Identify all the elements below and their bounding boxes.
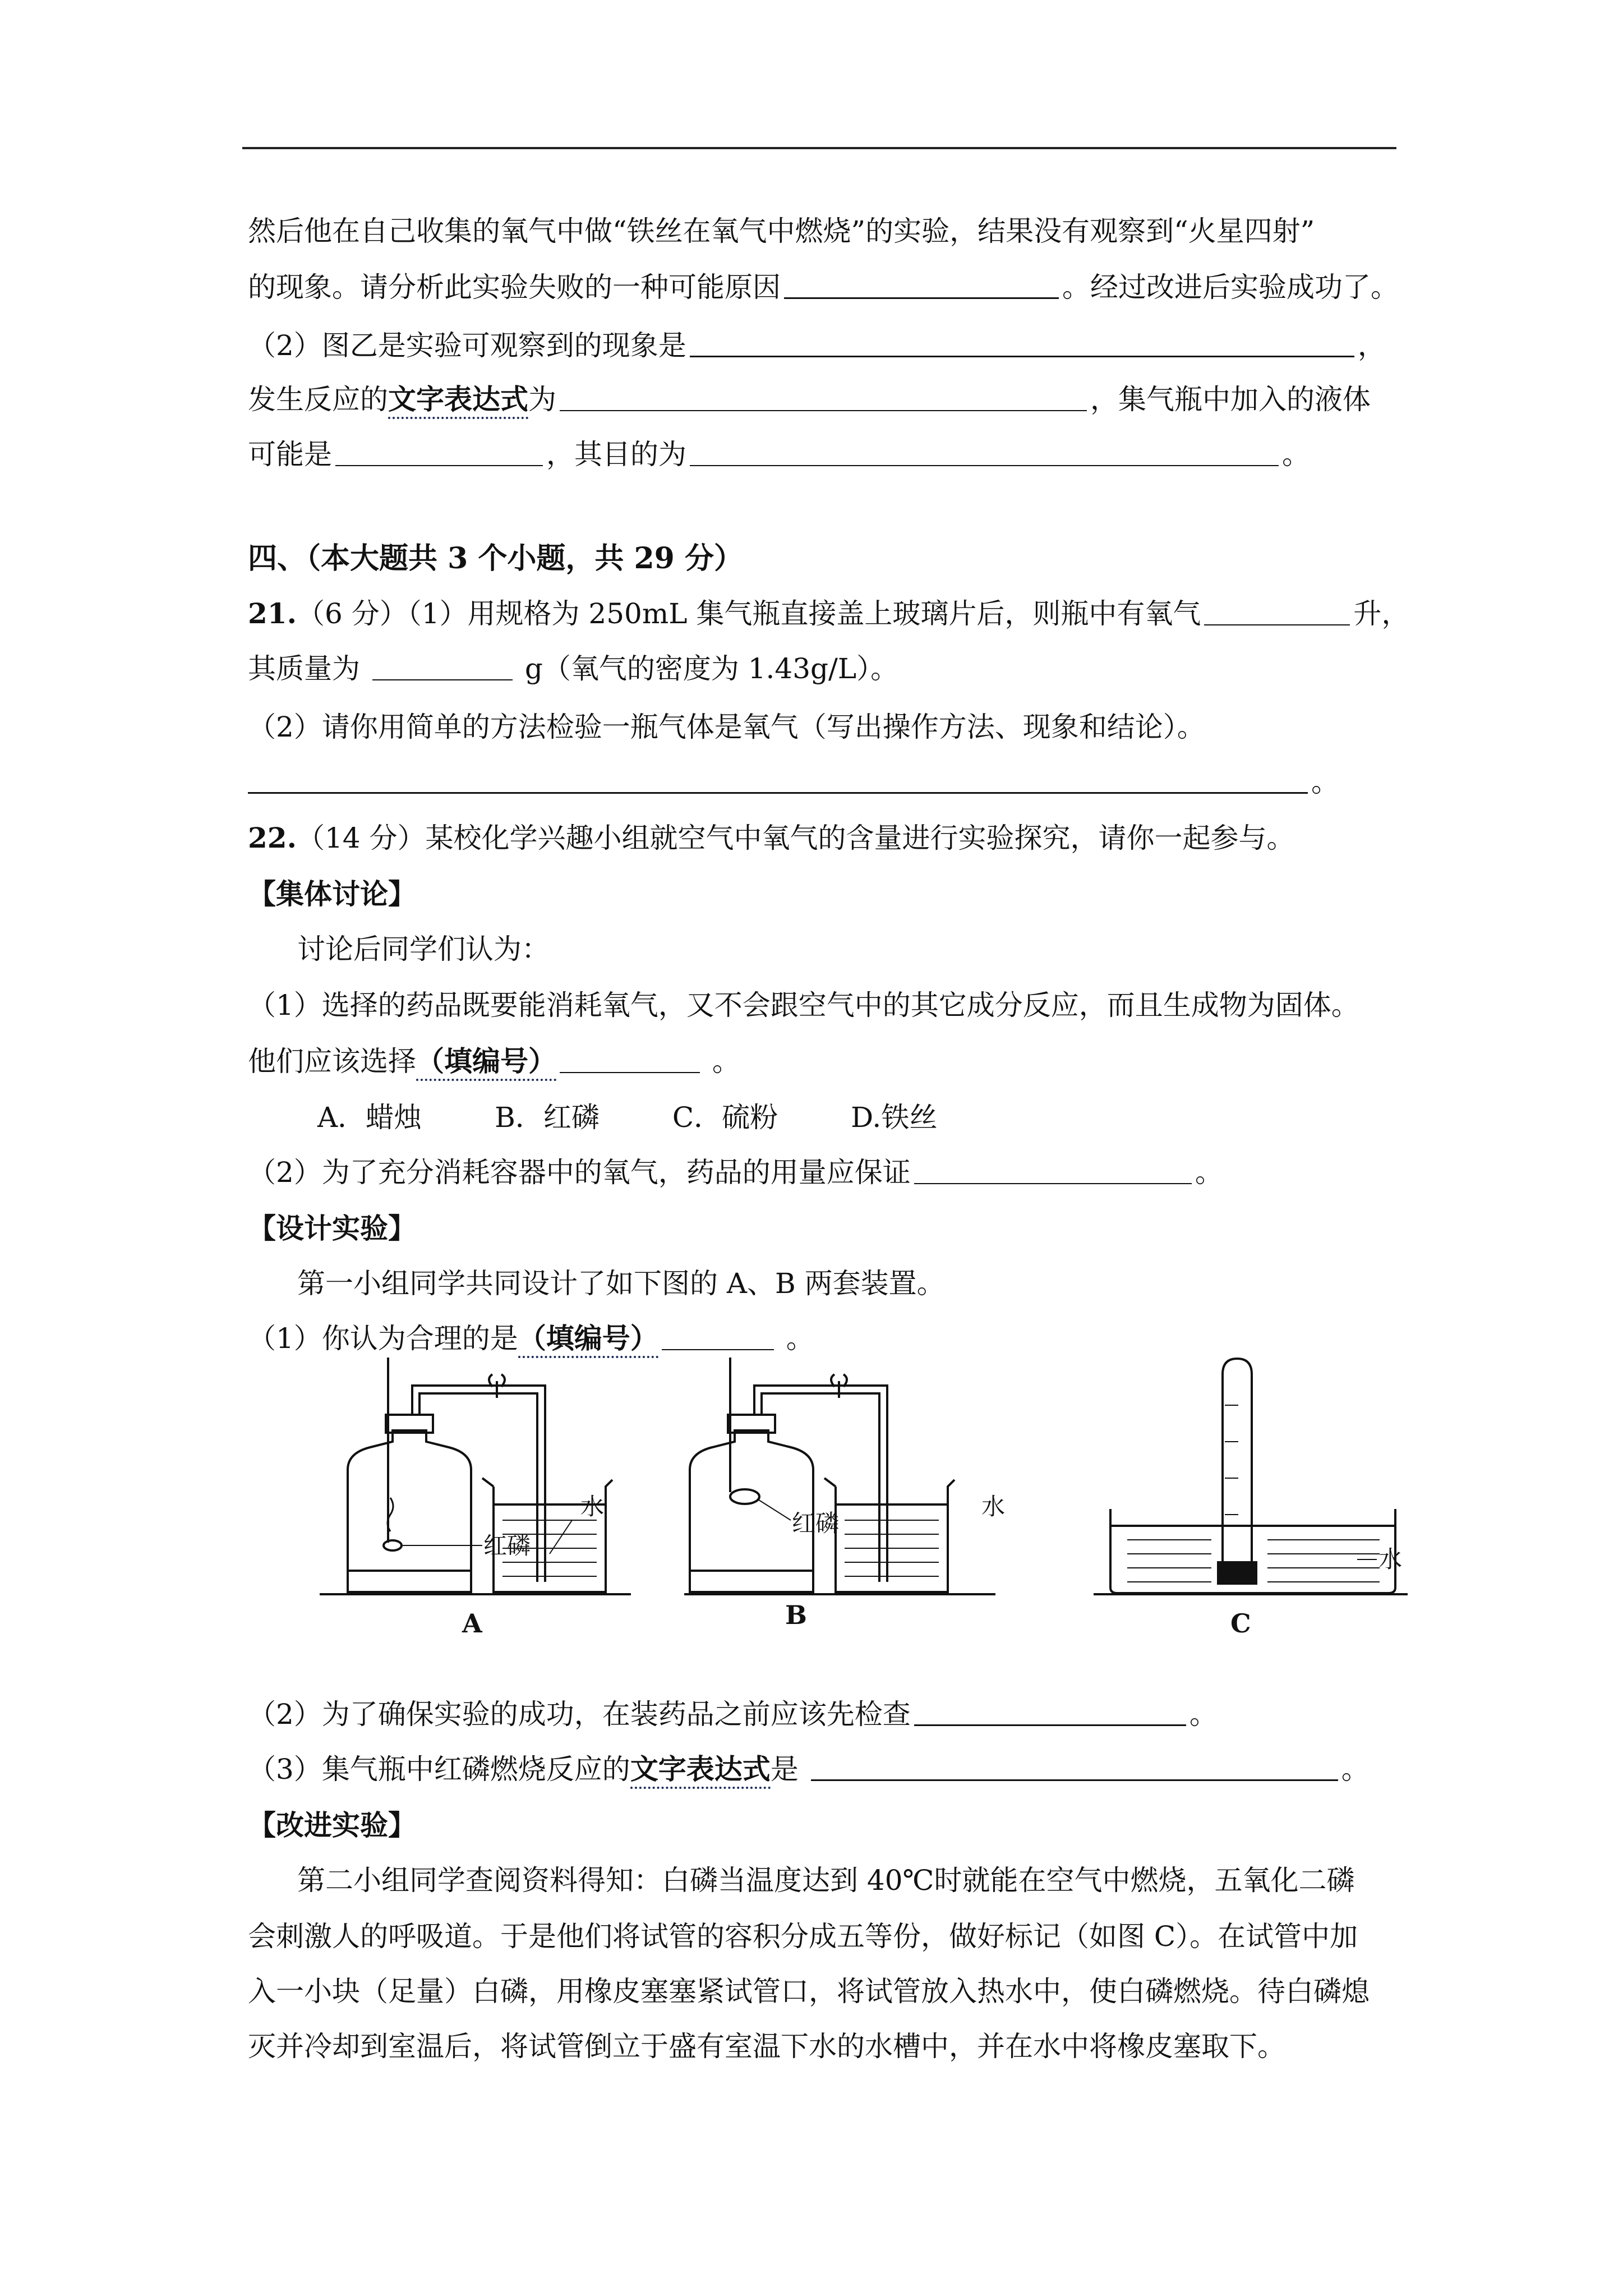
jar-a — [348, 1430, 471, 1592]
heading-design-experiment: 【设计实验】 — [248, 1212, 416, 1245]
answer-blank-oxygen-mass[interactable] — [372, 652, 513, 680]
beaker-b — [824, 1478, 955, 1592]
phosphorus-b — [730, 1489, 759, 1504]
label-water-c: 水 — [1378, 1545, 1403, 1573]
apparatus-diagram — [314, 1352, 1413, 1644]
test-tube-c — [1223, 1359, 1252, 1562]
answer-blank-amount[interactable] — [914, 1156, 1192, 1184]
answer-blank-oxygen-test[interactable] — [248, 765, 1308, 794]
q20-line-4: 发生反应的文字表达式为 ，集气瓶中加入的液体 — [248, 379, 1371, 420]
option-b[interactable]: B．红磷 — [495, 1101, 600, 1134]
answer-blank-reasonable-setup[interactable] — [662, 1322, 774, 1350]
answer-blank-oxygen-volume[interactable] — [1204, 597, 1350, 625]
answer-blank-purpose[interactable] — [690, 438, 1279, 466]
label-water-b: 水 — [981, 1493, 1006, 1520]
section-title: 四、（本大题共 3 个小题，共 29 分） — [248, 541, 743, 576]
q22-item-1: （1）选择的药品既要能消耗氧气，又不会跟空气中的其它成分反应，而且生成物为固体。 — [248, 989, 1359, 1022]
option-d[interactable]: D.铁丝 — [851, 1101, 938, 1134]
q22-item-2: （2）为了充分消耗容器中的氧气，药品的用量应保证 。 — [248, 1156, 1223, 1189]
option-a[interactable]: A．蜡烛 — [317, 1101, 422, 1134]
answer-blank-phosphorus-equation[interactable] — [811, 1752, 1338, 1781]
answer-blank-liquid[interactable] — [335, 438, 543, 466]
q22-design-1: （1）你认为合理的是（填编号） 。 — [248, 1318, 814, 1359]
header-rule — [242, 147, 1396, 149]
q21-line-3: （2）请你用简单的方法检验一瓶气体是氧气（写出操作方法、现象和结论）。 — [248, 711, 1205, 743]
label-line-b — [757, 1499, 791, 1520]
label-phosphorus-b: 红磷 — [792, 1510, 840, 1537]
caption-a: A — [462, 1608, 482, 1639]
answer-blank-phenomenon[interactable] — [690, 329, 1354, 357]
label-phosphorus-a: 红磷 — [483, 1532, 531, 1559]
q20-line-3: （2）图乙是实验可观察到的现象是 ， — [248, 329, 1386, 362]
q22-design: 第一小组同学共同设计了如下图的 A、B 两套装置。 — [297, 1267, 945, 1300]
q22-improve-1: 第二小组同学查阅资料得知：白磷当温度达到 40℃时就能在空气中燃烧，五氧化二磷 — [297, 1864, 1355, 1897]
q22-improve-4: 灭并冷却到室温后，将试管倒立于盛有室温下水的水槽中，并在水中将橡皮塞取下。 — [248, 2030, 1285, 2063]
answer-blank-check[interactable] — [914, 1697, 1186, 1726]
q21-line-2: 其质量为 g（氧气的密度为 1.43g/L）。 — [248, 652, 899, 685]
caption-b: B — [785, 1600, 807, 1630]
heading-collective-discussion: 【集体讨论】 — [248, 877, 416, 910]
apparatus-figure — [314, 1352, 1413, 1644]
q22-item-1-answer: 他们应该选择（填编号） 。 — [248, 1041, 740, 1082]
q21-line-4: 。 — [248, 762, 1339, 802]
heading-improve-experiment: 【改进实验】 — [248, 1809, 416, 1842]
answer-blank-choice[interactable] — [560, 1045, 700, 1073]
q22-discuss: 讨论后同学们认为： — [297, 933, 550, 965]
options-row — [317, 1097, 1010, 1138]
rubber-stopper-c — [1218, 1562, 1256, 1584]
q22-line-1: 22.（14 分）某校化学兴趣小组就空气中氧气的含量进行实验探究，请你一起参与。 — [248, 821, 1295, 854]
answer-blank-word-equation[interactable] — [560, 383, 1087, 411]
q20-line-1: 然后他在自己收集的氧气中做“铁丝在氧气中燃烧”的实验，结果没有观察到“火星四射” — [248, 215, 1315, 247]
answer-blank-failure-reason[interactable] — [784, 270, 1059, 299]
q22-improve-2: 会刺激人的呼吸道。于是他们将试管的容积分成五等份，做好标记（如图 C）。在试管中加 — [248, 1920, 1358, 1953]
label-water-a: 水 — [580, 1493, 605, 1520]
option-c[interactable]: C．硫粉 — [672, 1101, 778, 1134]
q22-design-3: （3）集气瓶中红磷燃烧反应的文字表达式是 。 — [248, 1749, 1370, 1789]
q21-line-1: 21.（6 分）（1）用规格为 250mL 集气瓶直接盖上玻璃片后，则瓶中有氧气 升， — [248, 597, 1410, 630]
phosphorus-a — [384, 1540, 402, 1550]
q22-design-2: （2）为了确保实验的成功，在装药品之前应该先检查 。 — [248, 1698, 1218, 1731]
q20-line-2: 的现象。请分析此实验失败的一种可能原因 。经过改进后实验成功了。 — [248, 271, 1399, 303]
q20-line-5: 可能是 ，其目的为 。 — [248, 438, 1310, 471]
q22-improve-3: 入一小块（足量）白磷，用橡皮塞塞紧试管口，将试管放入热水中，使白磷燃烧。待白磷熄 — [248, 1975, 1370, 2008]
caption-c: C — [1230, 1608, 1251, 1639]
